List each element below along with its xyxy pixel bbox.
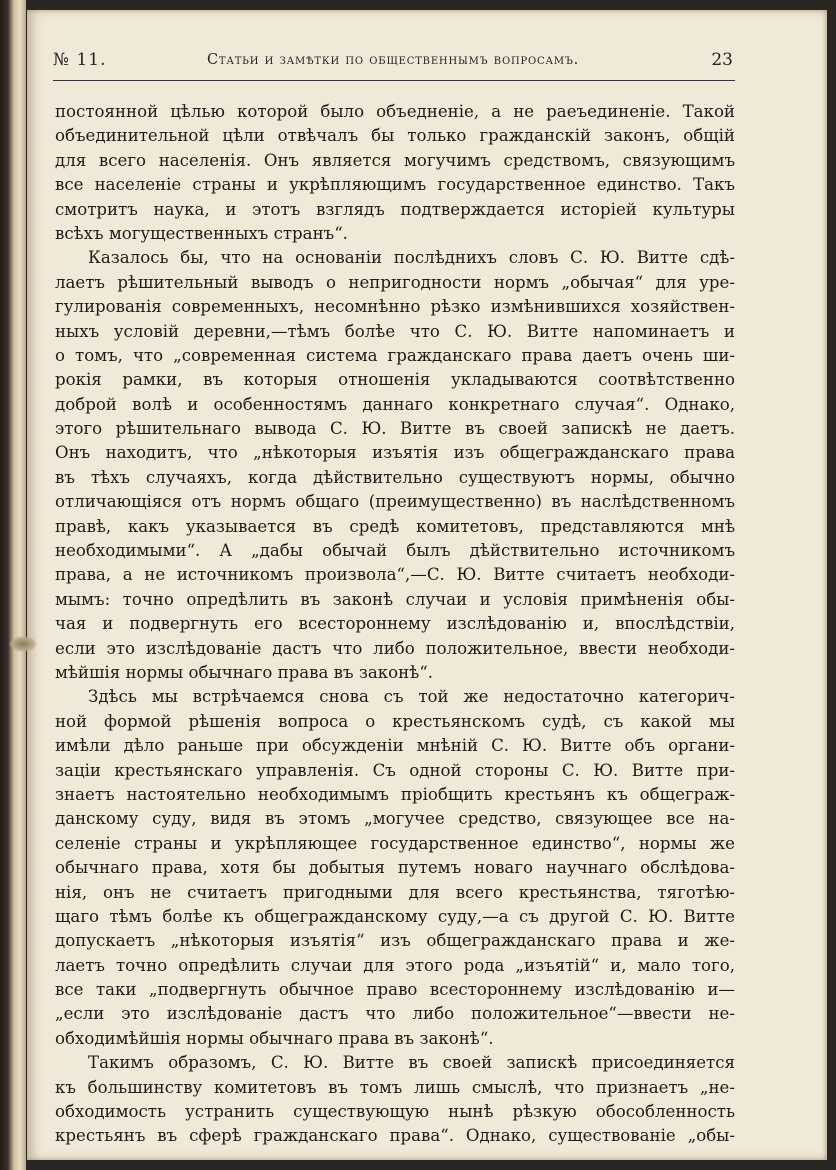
text-line: имѣли дѣло раньше при обсужденіи мнѣній С. Ю. Витте объ органи- (55, 736, 735, 756)
text-line: щаго тѣмъ болѣе къ общегражданскому суду,—а съ другой С. Ю. Витте (55, 906, 735, 926)
text-line: заціи крестьянскаго управленія. Съ одной стороны С. Ю. Витте при- (55, 760, 735, 780)
text-line: ной формой рѣшенія вопроса о крестьянскомъ судѣ, съ какой мы (55, 711, 735, 731)
text-line: постоянной цѣлью которой было объедненіе, а не раеъединеніе. Такой (55, 102, 735, 121)
text-line: Онъ находитъ, что „нѣкоторыя изъятія изъ общегражданскаго права (55, 443, 735, 463)
text-line: допускаетъ „нѣкоторыя изъятія“ изъ общегражданскаго права и же- (55, 931, 735, 951)
text-line: все таки „подвергнуть обычное право всестороннему изслѣдованію и— (55, 980, 735, 1000)
article-body (55, 100, 735, 1149)
text-line: обходимѣйшія нормы обычнаго права въ законѣ“. (55, 1028, 494, 1048)
text-line: „если это изслѣдованіе дастъ что либо положительное“—ввести не- (55, 1004, 735, 1024)
text-line: знаетъ настоятельно необходимымъ пріобщить крестьянъ къ общеграж- (55, 784, 735, 804)
text-line: все населеніе страны и укрѣпляющимъ государственное единство. Такъ (55, 175, 735, 195)
text-line: права, а не источникомъ произвола“,—С. Ю. Витте считаетъ необходи- (55, 565, 735, 585)
text-line: о томъ, что „современная система гражданскаго права даетъ очень ши- (55, 345, 735, 365)
text-line: если это изслѣдованіе дастъ что либо положительное, ввести необходи- (55, 638, 735, 658)
text-line: мѣйшія нормы обычнаго права въ законѣ“. (55, 662, 433, 682)
text-line: крестьянъ въ сферѣ гражданскаго права“. Однако, существованіе „обы- (55, 1126, 735, 1146)
running-header (53, 50, 733, 78)
text-line: лаетъ точно опредѣлить случаи для этого рода „изъятій“ и, мало того, (55, 955, 735, 975)
paragraph-start-line: Казалось бы, что на основаніи послѣднихъ словъ С. Ю. Витте сдѣ- (88, 248, 735, 268)
text-line: данскому суду, видя въ этомъ „могучее средство, связующее все на- (55, 809, 735, 829)
text-line: отличающіяся отъ нормъ общаго (преимущественно) въ наслѣдственномъ (55, 492, 735, 512)
text-line: доброй волѣ и особенностямъ даннаго конкретнаго случая“. Однако, (55, 394, 735, 414)
text-line: чая и подвергнуть его всестороннему изслѣдованію и, впослѣдствіи, (55, 614, 735, 634)
text-line: объединительной цѣли отвѣчалъ бы только гражданскій законъ, общій (55, 126, 735, 146)
text-line: необходимыми“. А „дабы обычай былъ дѣйствительно источникомъ (55, 541, 735, 561)
header-rule (53, 80, 735, 81)
text-line: для всего населенія. Онъ является могучимъ средствомъ, связующимъ (55, 150, 735, 170)
text-line: этого рѣшительнаго вывода С. Ю. Витте въ своей запискѣ не даетъ. (55, 419, 735, 439)
binding-hole-mark (9, 636, 37, 652)
text-line: обходимость устранить существующую нынѣ рѣзкую обособленность (55, 1102, 735, 1122)
text-line: всѣхъ могущественныхъ странъ“. (55, 223, 348, 243)
book-gutter (0, 0, 26, 1170)
text-line: нія, онъ не считаетъ пригодными для всего крестьянства, тяготѣю- (55, 882, 735, 902)
text-line: въ тѣхъ случаяхъ, когда дѣйствительно существуютъ нормы, обычно (55, 467, 735, 487)
page-number: 23 (711, 50, 733, 70)
text-line: лаетъ рѣшительный выводъ о непригодности нормъ „обычая“ для уре- (55, 272, 735, 292)
text-line: мымъ: точно опредѣлить въ законѣ случаи и условія примѣненія обы- (55, 589, 735, 609)
text-line: смотритъ наука, и этотъ взглядъ подтверждается исторіей культуры (55, 199, 735, 219)
issue-number: № 11. (53, 50, 107, 70)
paragraph-start-line: Здѣсь мы встрѣчаемся снова съ той же недостаточно категорич- (88, 687, 735, 707)
text-line: гулированія современныхъ, несомнѣнно рѣзко измѣнившихся хозяйствен- (55, 297, 735, 317)
text-line: правѣ, какъ указывается въ средѣ комитетовъ, представляются мнѣ (55, 516, 735, 536)
paragraph-start-line: Такимъ образомъ, С. Ю. Витте въ своей запискѣ присоединяется (88, 1053, 735, 1073)
text-line: къ большинству комитетовъ въ томъ лишь смыслѣ, что признаетъ „не- (55, 1077, 735, 1097)
text-line: селеніе страны и укрѣпляющее государственное единство“, нормы же (55, 833, 735, 853)
text-line: обычнаго права, хотя бы добытыя путемъ новаго научнаго обслѣдова- (55, 858, 735, 878)
text-line: ныхъ условій деревни,—тѣмъ болѣе что С. Ю. Витте напоминаетъ и (55, 321, 735, 341)
text-line: рокія рамки, въ которыя отношенія укладываются соотвѣтственно (55, 370, 735, 390)
running-title: Статьи и замѣтки по общественнымъ вопросамъ. (206, 52, 580, 68)
